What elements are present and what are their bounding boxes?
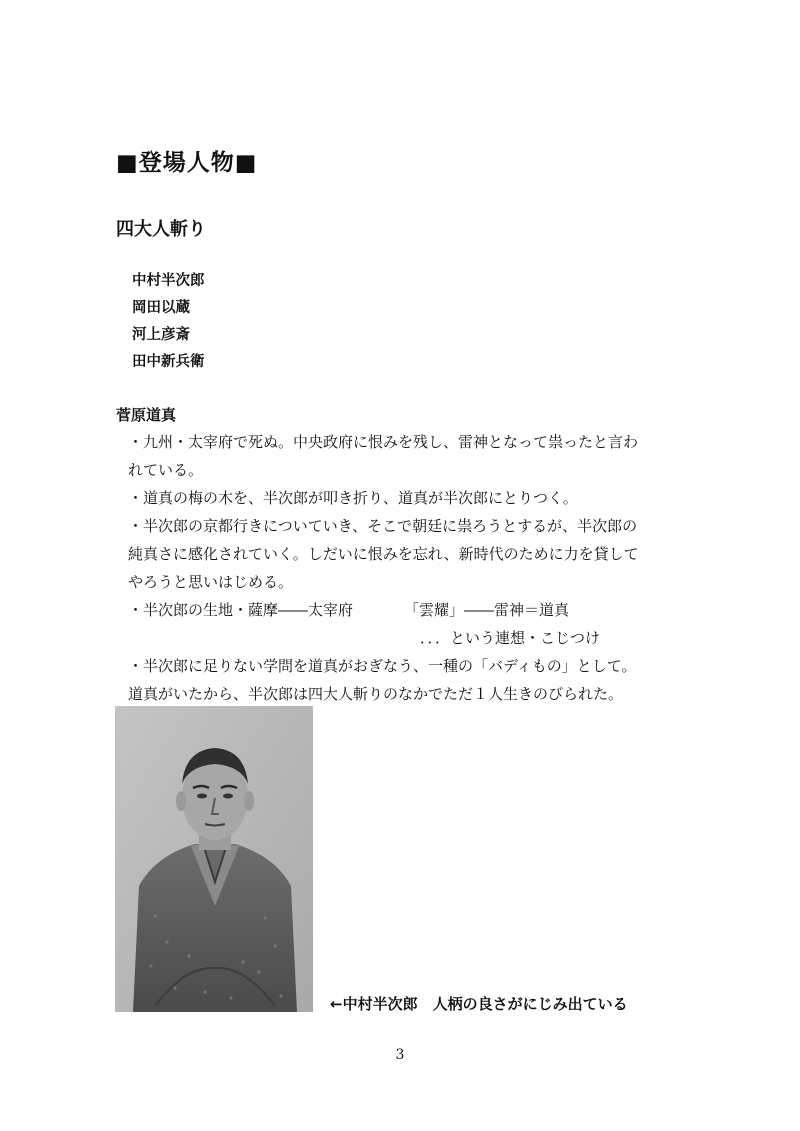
list-item: 中村半次郎: [132, 273, 205, 289]
paragraph-line: ・半次郎に足りない学問を道真がおぎなう、一種の「バディもの」として。: [128, 657, 637, 675]
paragraph-line: れている。: [128, 461, 204, 479]
association-row: [116, 596, 706, 624]
association-right: 「雲耀」――雷神＝道真: [404, 601, 570, 619]
subsection-title: 菅原道真: [116, 406, 177, 424]
association-left: ・半次郎の生地・薩摩――太宰府: [128, 601, 354, 619]
section-title: 四大人斬り: [116, 219, 206, 240]
list-item: 岡田以蔵: [132, 300, 190, 316]
association-note: ．．．という連想・こじつけ: [420, 629, 601, 647]
list-item: 田中新兵衛: [132, 354, 205, 370]
page-number: 3: [395, 1047, 405, 1063]
list-item: 河上彦斎: [132, 327, 190, 343]
assassin-name-list: [132, 268, 205, 376]
paragraph-line: 純真さに感化されていく。しだいに恨みを忘れ、新時代のために力を貸して: [128, 545, 639, 563]
body-text: [116, 428, 706, 708]
page-title: ■登場人物■: [116, 150, 258, 176]
paragraph-line: 道真がいたから、半次郎は四大人斬りのなかでただ１人生きのびられた。: [128, 685, 624, 703]
paragraph-line: ・九州・太宰府で死ぬ。中央政府に恨みを残し、雷神となって祟ったと言わ: [128, 433, 639, 451]
portrait-photo: [115, 706, 313, 1012]
photo-caption: ←中村半次郎 人柄の良さがにじみ出ている: [330, 995, 628, 1013]
paragraph-line: ・道真の梅の木を、半次郎が叩き折り、道真が半次郎にとりつく。: [128, 489, 578, 507]
paragraph-line: やろうと思いはじめる。: [128, 573, 294, 591]
paragraph-line: ・半次郎の京都行きについていき、そこで朝廷に祟ろうとするが、半次郎の: [128, 517, 638, 535]
